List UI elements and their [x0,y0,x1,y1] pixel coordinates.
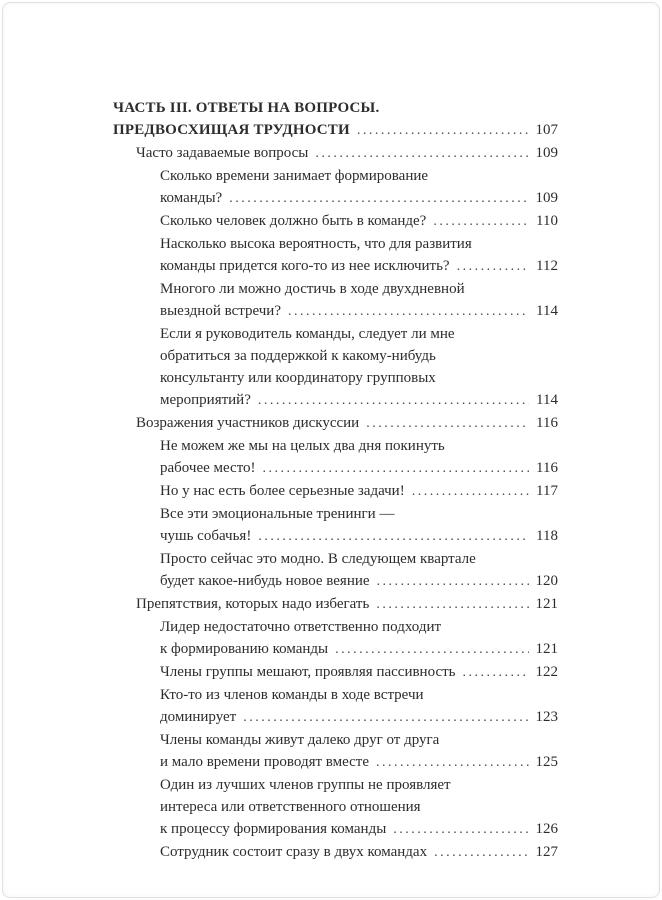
toc-entry [113,142,558,165]
page-number: 120 [535,573,558,589]
toc-text: ПРЕДВОСХИЩАЯ ТРУДНОСТИ [113,122,350,138]
toc-line [160,480,558,503]
dot-leader [357,119,529,142]
page-number: 109 [535,145,558,161]
toc-line [136,142,558,165]
page-number: 116 [536,415,558,431]
toc-text: Часто задаваемые вопросы [136,145,309,161]
dot-leader [258,389,529,412]
toc-entry [113,548,558,593]
page-number: 114 [536,392,558,408]
page-number: 107 [535,122,558,138]
toc-line [160,706,558,729]
toc-text: Лидер недостаточно ответственно подходит [160,619,442,635]
toc-line [160,503,558,525]
toc-text: к формированию команды [160,641,329,657]
toc-text: чушь собачья! [160,528,252,544]
page-number: 112 [536,258,558,274]
toc-entry [113,841,558,864]
toc-line [160,255,558,278]
toc-line [160,684,558,706]
toc-text: обратиться за поддержкой к какому-нибудь [160,348,436,364]
toc-text: Возражения участников дискуссии [136,415,360,431]
toc-entry [113,661,558,684]
toc-text: Многого ли можно достичь в ходе двухдневной [160,281,465,297]
toc-line [160,435,558,457]
toc-text: и мало времени проводят вместе [160,754,370,770]
dot-leader [229,187,529,210]
toc-line [160,729,558,751]
dot-leader [263,457,529,480]
toc-line [160,796,558,818]
toc-text: мероприятий? [160,392,251,408]
toc-text: ЧАСТЬ III. ОТВЕТЫ НА ВОПРОСЫ. [113,100,380,116]
toc-text: Но у нас есть более серьезные задачи! [160,483,405,499]
toc-entry [113,593,558,616]
dot-leader [463,661,529,684]
toc-text: Препятствия, которых надо избегать [136,596,370,612]
page-number: 121 [535,596,558,612]
dot-leader [315,142,529,165]
toc-text: Один из лучших членов группы не проявляет [160,777,451,793]
toc-entry [113,774,558,841]
toc-line [160,638,558,661]
toc-entry [113,278,558,323]
toc-text: рабочее место! [160,460,256,476]
toc-line [160,457,558,480]
toc-line [160,389,558,412]
dot-leader [376,751,529,774]
toc-line [136,593,558,616]
dot-leader [433,210,529,233]
toc-line [160,367,558,389]
page-number: 122 [535,664,558,680]
page-number: 117 [536,483,558,499]
toc-text: будет какое-нибудь новое веяние [160,573,370,589]
toc-line [160,525,558,548]
toc-text: Сотрудник состоит сразу в двух командах [160,844,428,860]
toc-entry [113,616,558,661]
toc-entry [113,210,558,233]
toc-line [160,233,558,255]
toc-entry [113,233,558,278]
page-number: 116 [536,460,558,476]
toc-line [160,570,558,593]
toc-line [160,323,558,345]
toc-line [160,751,558,774]
toc-entry [113,412,558,435]
toc-entry [113,729,558,774]
toc-line [160,345,558,367]
toc-line [160,616,558,638]
dot-leader [376,593,529,616]
toc [113,97,558,864]
book-page [2,2,660,898]
toc-entry [113,323,558,412]
dot-leader [393,818,529,841]
page-number: 118 [536,528,558,544]
page-number: 126 [535,821,558,837]
toc-text: доминирует [160,709,237,725]
toc-text: консультанту или координатору групповых [160,370,436,386]
toc-line [160,548,558,570]
toc-line [160,300,558,323]
toc-text: Члены группы мешают, проявляя пассивность [160,664,456,680]
toc-line [160,165,558,187]
toc-line [160,661,558,684]
dot-leader [434,841,529,864]
toc-text: Просто сейчас это модно. В следующем квартале [160,551,476,567]
toc-text: Сколько человек должно быть в команде? [160,213,427,229]
dot-leader [412,480,529,503]
toc-text: Не можем же мы на целых два дня покинуть [160,438,445,454]
toc-line [160,187,558,210]
page-number: 127 [535,844,558,860]
dot-leader [457,255,529,278]
toc-text: команды? [160,190,223,206]
toc-text: выездной встречи? [160,303,281,319]
toc-text: Все эти эмоциональные тренинги — [160,506,395,522]
toc-entry [113,503,558,548]
toc-line [160,774,558,796]
dot-leader [335,638,529,661]
page-number: 121 [535,641,558,657]
toc-line [160,278,558,300]
toc-line [113,119,558,142]
page-number: 109 [535,190,558,206]
toc-line [160,210,558,233]
toc-text: Если я руководитель команды, следует ли мне [160,326,455,342]
toc-line [113,97,558,119]
toc-line [160,841,558,864]
dot-leader [366,412,529,435]
toc-text: к процессу формирования команды [160,821,387,837]
toc-text: Сколько времени занимает формирование [160,168,429,184]
page-number: 125 [535,754,558,770]
toc-entry [113,480,558,503]
page-number: 110 [536,213,558,229]
toc-entry [113,165,558,210]
dot-leader [288,300,529,323]
toc-entry [113,435,558,480]
toc-text: Кто-то из членов команды в ходе встречи [160,687,424,703]
dot-leader [377,570,529,593]
toc-text: Насколько высока вероятность, что для развития [160,236,472,252]
dot-leader [258,525,529,548]
toc-entry [113,684,558,729]
toc-entry [113,97,558,142]
dot-leader [243,706,529,729]
toc-line [160,818,558,841]
toc-text: интереса или ответственного отношения [160,799,421,815]
page-number: 114 [536,303,558,319]
toc-line [136,412,558,435]
toc-text: команды придется кого-то из нее исключить? [160,258,450,274]
page-number: 123 [535,709,558,725]
toc-text: Члены команды живут далеко друг от друга [160,732,440,748]
